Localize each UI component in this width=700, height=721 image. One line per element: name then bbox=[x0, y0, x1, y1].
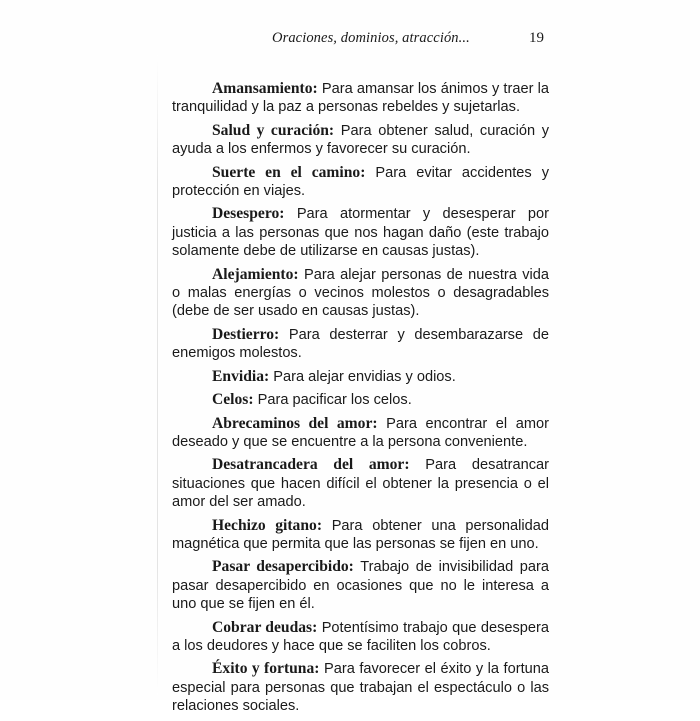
entry-term: Amansamiento: bbox=[212, 80, 318, 97]
entry-term: Salud y curación: bbox=[212, 121, 335, 139]
entry-envidia bbox=[172, 368, 549, 386]
entry-abrecaminos-del-amor bbox=[172, 415, 549, 452]
entry-text: Para alejar personas de nuestra vida o malas energías o vecinos molestos o desagradables (debe de ser usado en causas justas). bbox=[172, 266, 549, 320]
entry-text: Para desatrancar situaciones que hacen difícil el obtener la presencia o el amor del ser amado. bbox=[172, 457, 549, 511]
entry-desatrancadera-del-amor bbox=[172, 456, 549, 511]
entry-exito-y-fortuna bbox=[172, 660, 549, 715]
entry-destierro bbox=[172, 326, 549, 363]
entry-suerte-en-el-camino bbox=[172, 164, 549, 201]
entry-term: Hechizo gitano: bbox=[212, 516, 323, 534]
entry-text: Para obtener una personalidad magnética que permita que las personas se fijen en uno. bbox=[172, 517, 550, 552]
entry-text: Para encontrar el amor deseado y que se encuentre a la persona conveniente. bbox=[172, 415, 549, 450]
entry-term: Alejamiento: bbox=[212, 265, 299, 283]
entry-text: Para obtener salud, curación y ayuda a los enfermos y favorecer su curación. bbox=[172, 122, 550, 158]
entry-term: Desespero: bbox=[212, 205, 285, 223]
entry-celos bbox=[172, 391, 549, 409]
entry-term: Abrecaminos del amor: bbox=[212, 414, 378, 432]
entry-term: Suerte en el camino: bbox=[212, 163, 366, 181]
entry-term: Pasar desapercibido: bbox=[212, 558, 354, 576]
page-body bbox=[172, 80, 549, 721]
entry-hechizo-gitano bbox=[172, 517, 549, 554]
entry-amansamiento bbox=[172, 80, 549, 117]
entry-salud-y-curacion bbox=[172, 122, 549, 159]
entry-text: Para alejar envidias y odios. bbox=[269, 368, 456, 385]
entry-term: Destierro: bbox=[212, 325, 280, 343]
entry-term: Cobrar deudas: bbox=[212, 618, 318, 636]
entry-desespero bbox=[172, 205, 549, 260]
page-number: 19 bbox=[529, 30, 544, 46]
entry-cobrar-deudas bbox=[172, 619, 549, 656]
entry-term: Éxito y fortuna: bbox=[212, 660, 320, 678]
entry-alejamiento bbox=[172, 266, 549, 321]
running-title: Oraciones, dominios, atracción... bbox=[272, 30, 470, 46]
entry-text: Para amansar los ánimos y traer la tranquilidad y la paz a personas rebeldes y sujetarlas. bbox=[172, 81, 549, 116]
entry-pasar-desapercibido bbox=[172, 558, 549, 613]
entry-text: Trabajo de invisibilidad para pasar desapercibido en ocasiones que no le interesa a uno que se fijen en él. bbox=[172, 559, 550, 613]
entry-text: Para favorecer el éxito y la fortuna especial para personas que trabajan el espectáculo o las relaciones sociales. bbox=[172, 661, 549, 715]
running-header bbox=[0, 30, 700, 52]
page-gutter-edge bbox=[157, 55, 158, 695]
entry-text: Para desterrar y desembarazarse de enemigos molestos. bbox=[172, 326, 549, 362]
entry-term: Envidia: bbox=[212, 367, 270, 385]
entry-text: Para pacificar los celos. bbox=[253, 392, 412, 409]
entry-text: Potentísimo trabajo que desespera a los deudores y hace que se faciliten los cobros. bbox=[172, 619, 550, 654]
entry-text: Para atormentar y desesperar por justicia a las personas que nos hagan daño (este trabajo solamente debe de utilizarse en causas justas). bbox=[172, 206, 549, 260]
entry-term: Desatrancadera del amor: bbox=[212, 456, 410, 474]
entry-text: Para evitar accidentes y protección en viajes. bbox=[172, 164, 549, 200]
entry-term: Celos: bbox=[212, 391, 254, 409]
